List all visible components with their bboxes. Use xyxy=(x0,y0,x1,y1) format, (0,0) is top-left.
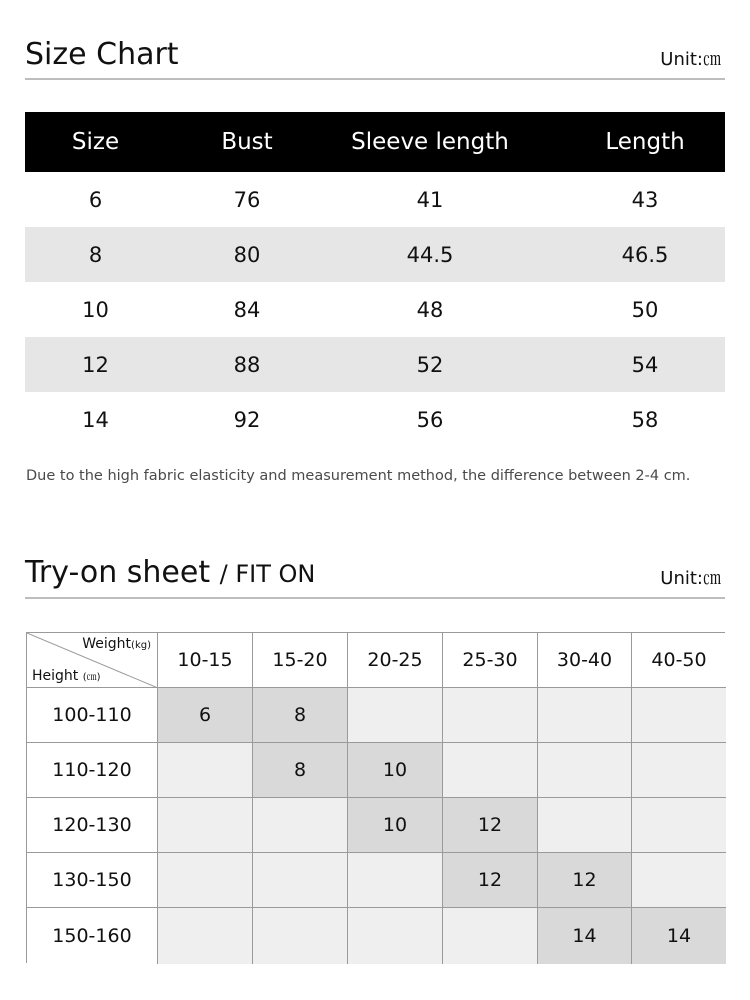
column-header: Sleeve length xyxy=(351,129,509,155)
try-on-subtitle: / FIT ON xyxy=(219,560,316,588)
table-cell: 6 xyxy=(88,187,103,212)
table-cell: 80 xyxy=(233,242,261,267)
height-row-label: 100-110 xyxy=(27,688,158,743)
weight-header: 15-20 xyxy=(253,633,348,688)
try-on-title: Try-on sheet / FIT ON xyxy=(25,555,316,590)
empty-cell xyxy=(253,908,348,964)
empty-cell xyxy=(348,908,443,964)
recommended-size-cell: 8 xyxy=(253,743,348,798)
height-row-label: 120-130 xyxy=(27,798,158,853)
table-cell: 48 xyxy=(416,297,444,322)
height-row-label: 130-150 xyxy=(27,853,158,908)
table-row xyxy=(25,172,725,227)
table-row xyxy=(25,337,725,392)
empty-cell xyxy=(253,798,348,853)
weight-header: 40-50 xyxy=(632,633,726,688)
table-cell: 88 xyxy=(233,352,261,377)
empty-cell xyxy=(158,908,253,964)
empty-cell xyxy=(538,798,632,853)
table-cell: 76 xyxy=(233,187,261,212)
empty-cell xyxy=(443,908,538,964)
column-header: Size xyxy=(71,129,120,155)
try-on-grid xyxy=(26,632,725,963)
weight-header: 20-25 xyxy=(348,633,443,688)
table-cell: 54 xyxy=(631,352,659,377)
weight-axis-label: Weight(kg) xyxy=(82,636,151,652)
table-cell: 46.5 xyxy=(621,242,669,267)
empty-cell xyxy=(443,743,538,798)
size-chart-title: Size Chart xyxy=(25,37,179,72)
empty-cell xyxy=(348,688,443,743)
try-on-header xyxy=(25,557,725,599)
empty-cell xyxy=(348,853,443,908)
recommended-size-cell: 12 xyxy=(443,853,538,908)
empty-cell xyxy=(632,743,726,798)
empty-cell xyxy=(632,798,726,853)
table-cell: 56 xyxy=(416,407,444,432)
height-axis-label: Height (㎝) xyxy=(32,668,101,684)
recommended-size-cell: 14 xyxy=(538,908,632,964)
recommended-size-cell: 8 xyxy=(253,688,348,743)
try-on-unit: Unit:㎝ xyxy=(660,568,721,589)
size-chart-table xyxy=(25,112,725,447)
table-cell: 50 xyxy=(631,297,659,322)
table-cell: 92 xyxy=(233,407,261,432)
grid-corner-cell xyxy=(27,633,158,688)
recommended-size-cell: 10 xyxy=(348,798,443,853)
empty-cell xyxy=(443,688,538,743)
table-cell: 43 xyxy=(631,187,659,212)
table-cell: 12 xyxy=(82,352,109,377)
empty-cell xyxy=(632,853,726,908)
empty-cell xyxy=(158,743,253,798)
recommended-size-cell: 6 xyxy=(158,688,253,743)
table-row xyxy=(25,282,725,337)
recommended-size-cell: 12 xyxy=(538,853,632,908)
table-cell: 14 xyxy=(82,407,109,432)
table-cell: 44.5 xyxy=(406,242,454,267)
table-row xyxy=(25,392,725,447)
column-header: Bust xyxy=(221,129,273,155)
height-row-label: 150-160 xyxy=(27,908,158,964)
empty-cell xyxy=(158,853,253,908)
empty-cell xyxy=(253,853,348,908)
size-chart-header-row xyxy=(25,112,725,172)
recommended-size-cell: 12 xyxy=(443,798,538,853)
empty-cell xyxy=(158,798,253,853)
measurement-note: Due to the high fabric elasticity and measurement method, the difference between 2-4 cm. xyxy=(26,468,691,484)
recommended-size-cell: 10 xyxy=(348,743,443,798)
weight-header: 25-30 xyxy=(443,633,538,688)
weight-header: 10-15 xyxy=(158,633,253,688)
table-cell: 58 xyxy=(631,407,659,432)
empty-cell xyxy=(538,743,632,798)
empty-cell xyxy=(538,688,632,743)
table-cell: 41 xyxy=(416,187,444,212)
table-cell: 8 xyxy=(88,242,103,267)
recommended-size-cell: 14 xyxy=(632,908,726,964)
empty-cell xyxy=(632,688,726,743)
column-header: Length xyxy=(605,129,685,155)
table-cell: 10 xyxy=(82,297,109,322)
weight-header: 30-40 xyxy=(538,633,632,688)
table-cell: 84 xyxy=(233,297,261,322)
size-chart-header xyxy=(25,38,725,80)
size-chart-unit: Unit:㎝ xyxy=(660,49,721,70)
table-row xyxy=(25,227,725,282)
table-cell: 52 xyxy=(416,352,444,377)
height-row-label: 110-120 xyxy=(27,743,158,798)
